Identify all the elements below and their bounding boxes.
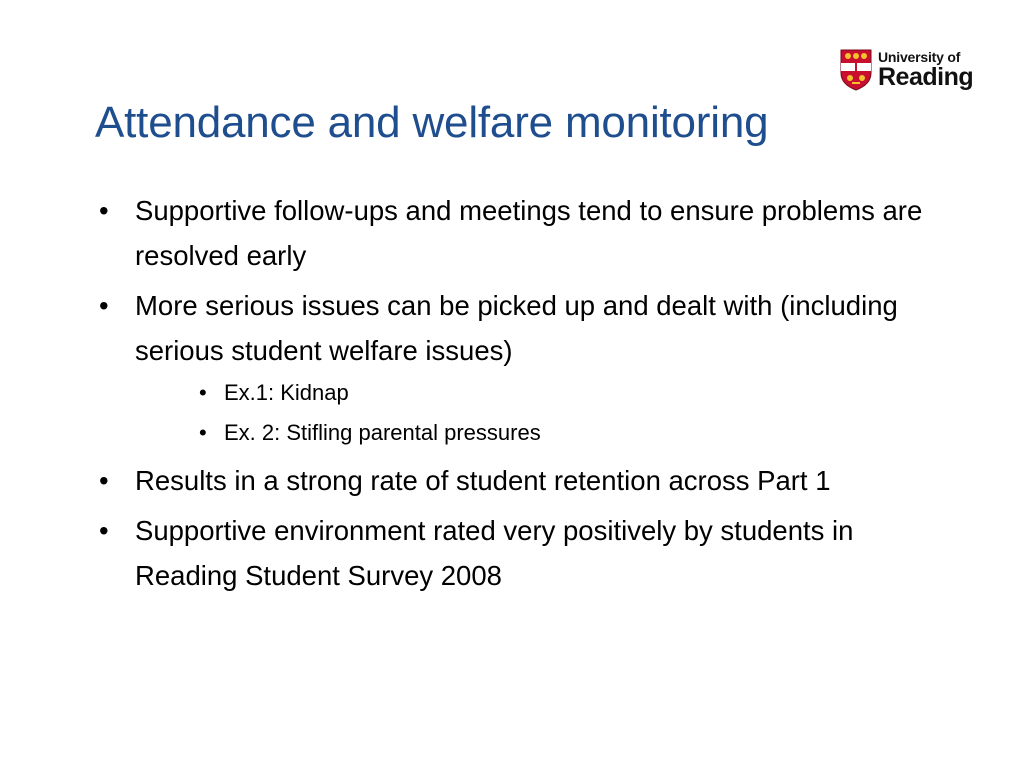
logo-line-1: University of xyxy=(878,49,961,65)
bullet-list xyxy=(95,188,955,598)
shield-icon xyxy=(840,49,872,91)
bullet-icon: • xyxy=(99,465,109,496)
bullet-item xyxy=(95,283,935,453)
bullet-icon: • xyxy=(99,195,109,226)
university-logo xyxy=(840,46,980,94)
sub-bullet-item xyxy=(95,373,935,413)
bullet-item xyxy=(95,508,935,598)
sub-bullet-text: Ex.1: Kidnap xyxy=(224,380,349,405)
sub-bullet-icon: • xyxy=(199,380,207,405)
bullet-text: More serious issues can be picked up and dealt with (including serious student welfare issues) xyxy=(135,290,898,366)
sub-bullet-icon: • xyxy=(199,420,207,445)
logo-wordmark xyxy=(878,50,973,90)
slide-title: Attendance and welfare monitoring xyxy=(95,98,769,147)
sub-bullet-list xyxy=(95,373,935,453)
sub-bullet-text: Ex. 2: Stifling parental pressures xyxy=(224,420,541,445)
slide-content xyxy=(95,188,955,603)
logo-line-2: Reading xyxy=(878,63,974,91)
bullet-text: Supportive follow-ups and meetings tend to ensure problems are resolved early xyxy=(135,195,923,271)
bullet-text: Results in a strong rate of student retention across Part 1 xyxy=(135,465,831,496)
bullet-icon: • xyxy=(99,290,109,321)
bullet-item xyxy=(95,458,935,503)
sub-bullet-item xyxy=(95,413,935,453)
bullet-icon: • xyxy=(99,515,109,546)
bullet-text: Supportive environment rated very positively by students in Reading Student Survey 2008 xyxy=(135,515,854,591)
bullet-item xyxy=(95,188,935,278)
